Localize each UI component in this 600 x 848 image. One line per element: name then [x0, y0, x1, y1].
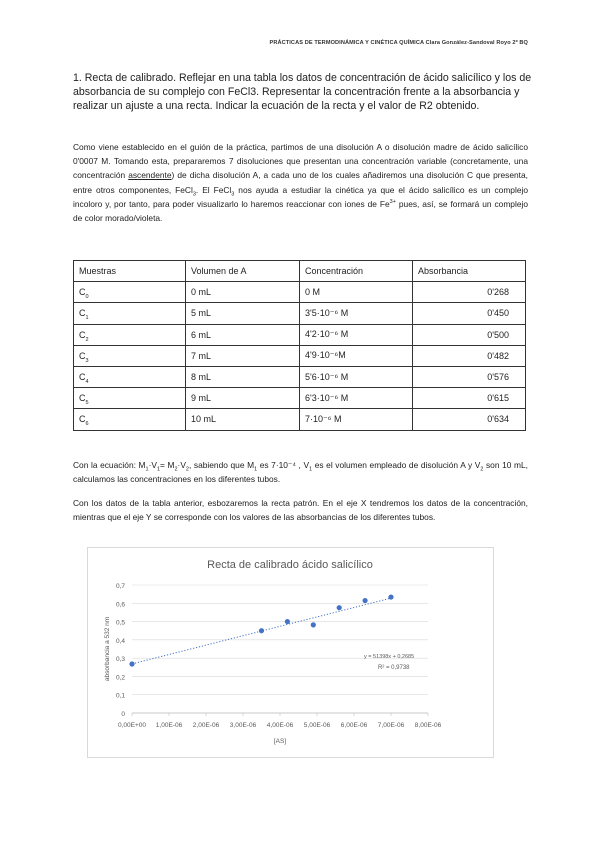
- absorbance-cell: 0'450: [413, 303, 526, 324]
- concentration-cell: 4'9·10⁻⁶M: [300, 345, 413, 366]
- x-tick-label: 4,00E-06: [266, 722, 294, 729]
- data-point: [337, 605, 342, 610]
- absorbance-cell: 0'576: [413, 366, 526, 387]
- sample-cell: $C_5$: [74, 388, 186, 409]
- x-tick-label: 7,00E-06: [377, 722, 405, 729]
- table-row: [74, 388, 526, 409]
- sample-cell: $C_6$: [74, 409, 186, 430]
- page-header: PRÁCTICAS DE TERMODINÁMICA Y CINÉTICA QUÍMICA Clara González-Sandoval Royo 2º BQ: [269, 40, 528, 46]
- table-row: [74, 345, 526, 366]
- absorbance-cell: 0'482: [413, 345, 526, 366]
- absorbance-cell: 0'615: [413, 388, 526, 409]
- concentration-cell: 3'5·10⁻⁶ M: [300, 303, 413, 324]
- calibration-chart: [87, 547, 494, 758]
- sample-cell: $C_4$: [74, 366, 186, 387]
- x-axis-title: [AS]: [273, 738, 287, 745]
- chart-canvas: [88, 548, 493, 757]
- data-point: [285, 619, 290, 624]
- y-tick-label: 0,6: [115, 601, 125, 609]
- equation-paragraph: Con la ecuación: $M_1\cdot V_1= M_2\cdot V_2$, sabiendo que $M_1$ es 7·10⁻⁴ , $V_1$ es el volumen empleado de disolución A y $V_2$ son 10 mL, calculamos las concentraciones en los diferentes tubos.: [73, 460, 528, 485]
- calibration-table: [73, 260, 526, 431]
- chart-title: Recta de calibrado ácido salicílico: [207, 559, 373, 571]
- x-tick-label: 3,00E-06: [229, 722, 257, 729]
- x-tick-label: 1,00E-06: [155, 722, 183, 729]
- data-point: [129, 661, 134, 666]
- absorbance-cell: 0'268: [413, 282, 526, 303]
- concentration-cell: 0 M: [300, 282, 413, 303]
- volume-cell: 6 mL: [186, 324, 300, 345]
- chart-intro-paragraph: Con los datos de la tabla anterior, esbozaremos la recta patrón. En el eje X tendremos los datos de la concentración, mientras que el eje Y se corresponde con los valores de las absorbancias de los diferentes tubos.: [73, 498, 528, 523]
- concentration-cell: 5'6·10⁻⁶ M: [300, 366, 413, 387]
- volume-cell: 8 mL: [186, 366, 300, 387]
- volume-cell: 7 mL: [186, 345, 300, 366]
- y-tick-label: 0,4: [115, 637, 125, 645]
- y-tick-label: 0,5: [115, 619, 125, 627]
- data-point: [259, 628, 264, 633]
- sample-cell: $C_3$: [74, 345, 186, 366]
- r-squared-label: R² = 0,9738: [378, 665, 410, 671]
- trendline-equation: y = 51398x + 0,2685: [364, 654, 415, 660]
- sample-cell: $C_1$: [74, 303, 186, 324]
- header-cell: Concentración: [300, 261, 413, 282]
- x-tick-label: 8,00E-06: [414, 722, 442, 729]
- y-tick-label: 0,1: [115, 692, 125, 700]
- table-row: [74, 409, 526, 430]
- concentration-cell: 7·10⁻⁶ M: [300, 409, 413, 430]
- table-row: [74, 282, 526, 303]
- volume-cell: 9 mL: [186, 388, 300, 409]
- sample-cell: $C_0$: [74, 282, 186, 303]
- table-row: [74, 303, 526, 324]
- x-tick-label: 0,00E+00: [117, 722, 147, 729]
- section-heading: 1. Recta de calibrado. Reflejar en una tabla los datos de concentración de ácido salicílico y los de absorbancia de su complejo con FeCl3. Representar la concentración frente a la absorbancia y realizar un ajuste a una recta. Indicar la ecuación de la recta y el valor de R2 obtenido.: [73, 72, 532, 112]
- header-cell: Volumen de A: [186, 261, 300, 282]
- volume-cell: 10 mL: [186, 409, 300, 430]
- volume-cell: 0 mL: [186, 282, 300, 303]
- header-cell: Absorbancia: [413, 261, 526, 282]
- concentration-cell: 4'2·10⁻⁶ M: [300, 324, 413, 345]
- sample-cell: $C_2$: [74, 324, 186, 345]
- y-tick-label: 0,2: [115, 674, 125, 682]
- header-cell: Muestras: [74, 261, 186, 282]
- data-point: [363, 598, 368, 603]
- intro-paragraph: Como viene establecido en el guión de la práctica, partimos de una disolución A o disolución madre de ácido salicílico 0'0007 M. Tomando esta, prepararemos 7 disoluciones que presentan una concentración variable (concretamente, una concentración ascendente) de dicha disolución A, a cada uno de los cuales añadiremos una disolución C que presenta, entre otros componentes, FeCl$_3$. El FeCl$_3$ nos ayuda a estudiar la cinética ya que el ácido salicílico es un complejo incoloro y, por tanto, para poder visualizarlo lo haremos reaccionar con iones de $Fe^{3+}$ pues, así, se formará un complejo de color morado/violeta.: [73, 142, 528, 224]
- y-axis-title: absorbancia a 532 nm: [104, 616, 111, 682]
- y-tick-label: 0: [121, 711, 125, 718]
- x-tick-label: 6,00E-06: [340, 722, 368, 729]
- table-row: [74, 324, 526, 345]
- absorbance-cell: 0'500: [413, 324, 526, 345]
- data-point: [311, 622, 316, 627]
- x-tick-label: 5,00E-06: [303, 722, 331, 729]
- volume-cell: 5 mL: [186, 303, 300, 324]
- concentration-cell: 6'3·10⁻⁶ M: [300, 388, 413, 409]
- data-point: [388, 594, 393, 599]
- absorbance-cell: 0'634: [413, 409, 526, 430]
- table-header-row: [74, 261, 526, 282]
- y-tick-label: 0,3: [115, 656, 125, 664]
- y-tick-label: 0,7: [115, 583, 125, 590]
- underlined-word: ascendente: [128, 170, 172, 181]
- x-tick-label: 2,00E-06: [192, 722, 220, 729]
- table-row: [74, 366, 526, 387]
